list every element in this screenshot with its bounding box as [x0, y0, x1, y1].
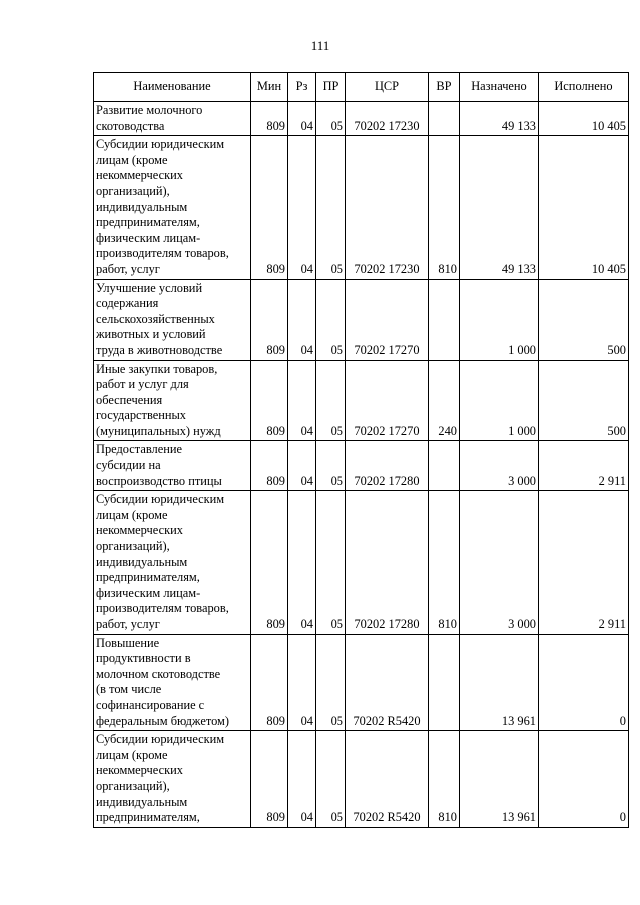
- row-name-line: субсидии на: [96, 458, 161, 473]
- row-vr: [429, 441, 460, 491]
- row-name-line: Повышение: [96, 635, 160, 650]
- row-rz: 04: [288, 360, 316, 441]
- row-name-line: предпринимателям,: [96, 570, 200, 585]
- header-assigned: Назначено: [460, 73, 539, 102]
- row-executed: 2 911: [539, 441, 629, 491]
- row-name-line: лицам (кроме: [96, 747, 168, 762]
- row-name-line: организаций),: [96, 183, 170, 198]
- row-name: [94, 360, 251, 441]
- row-name-line: скотоводства: [96, 118, 165, 133]
- row-name-line: (в том числе: [96, 682, 162, 697]
- row-min: 809: [251, 634, 288, 731]
- row-vr: [429, 634, 460, 731]
- row-name-line: труда в животноводстве: [96, 342, 223, 357]
- row-name-line: животных и условий: [96, 327, 206, 342]
- row-rz: 04: [288, 441, 316, 491]
- row-csr: 70202 17230: [346, 136, 429, 279]
- row-assigned: 13 961: [460, 634, 539, 731]
- row-name-line: молочном скотоводстве: [96, 666, 221, 681]
- header-vr: ВР: [429, 73, 460, 102]
- row-name-line: содержания: [96, 296, 159, 311]
- table-row: [94, 634, 629, 731]
- row-csr: 70202 17270: [346, 279, 429, 360]
- header-executed: Исполнено: [539, 73, 629, 102]
- row-name-line: некоммерческих: [96, 168, 183, 183]
- row-assigned: 3 000: [460, 491, 539, 634]
- row-name-line: обеспечения: [96, 392, 163, 407]
- row-name-line: продуктивности в: [96, 651, 191, 666]
- row-min: 809: [251, 731, 288, 828]
- row-assigned: 1 000: [460, 360, 539, 441]
- row-assigned: 49 133: [460, 102, 539, 136]
- row-name-line: федеральным бюджетом): [96, 713, 230, 728]
- row-name-line: организаций),: [96, 539, 170, 554]
- header-rz: Рз: [288, 73, 316, 102]
- row-name-line: индивидуальным: [96, 554, 188, 569]
- row-csr: 70202 R5420: [346, 634, 429, 731]
- row-pr: 05: [316, 102, 346, 136]
- row-executed: 2 911: [539, 491, 629, 634]
- row-min: 809: [251, 491, 288, 634]
- row-vr: 810: [429, 136, 460, 279]
- row-name-line: организаций),: [96, 778, 170, 793]
- row-name-line: лицам (кроме: [96, 152, 168, 167]
- row-csr: 70202 17280: [346, 491, 429, 634]
- row-csr: 70202 17230: [346, 102, 429, 136]
- row-name-line: производителям товаров,: [96, 246, 229, 261]
- row-rz: 04: [288, 102, 316, 136]
- table-row: [94, 731, 629, 828]
- row-name-line: индивидуальным: [96, 199, 188, 214]
- row-name-line: Улучшение условий: [96, 280, 203, 295]
- row-min: 809: [251, 136, 288, 279]
- row-name: [94, 491, 251, 634]
- row-name-line: работ, услуг: [96, 617, 160, 631]
- row-rz: 04: [288, 279, 316, 360]
- row-name-line: физическим лицам-: [96, 230, 201, 245]
- row-name-line: работ, услуг: [96, 261, 160, 276]
- table-row: [94, 441, 629, 491]
- row-name-line: лицам (кроме: [96, 507, 168, 522]
- row-vr: [429, 102, 460, 136]
- row-name-line: некоммерческих: [96, 763, 183, 778]
- row-rz: 04: [288, 136, 316, 279]
- row-assigned: 49 133: [460, 136, 539, 279]
- header-min: Мин: [251, 73, 288, 102]
- row-name-line: сельскохозяйственных: [96, 311, 215, 326]
- row-name-line: физическим лицам-: [96, 585, 201, 600]
- table-row: [94, 102, 629, 136]
- row-name-line: предпринимателям,: [96, 810, 200, 825]
- row-executed: 10 405: [539, 136, 629, 279]
- row-rz: 04: [288, 731, 316, 828]
- row-name-line: Субсидии юридическим: [96, 137, 225, 152]
- row-name: [94, 634, 251, 731]
- row-name-line: Иные закупки товаров,: [96, 361, 218, 376]
- row-name: [94, 731, 251, 828]
- row-min: 809: [251, 102, 288, 136]
- row-name-line: Субсидии юридическим: [96, 492, 225, 507]
- row-assigned: 3 000: [460, 441, 539, 491]
- row-pr: 05: [316, 634, 346, 731]
- header-csr: ЦСР: [346, 73, 429, 102]
- row-min: 809: [251, 441, 288, 491]
- table-row: [94, 279, 629, 360]
- row-name-line: софинансирование с: [96, 697, 205, 712]
- row-name-line: Субсидии юридическим: [96, 732, 225, 747]
- row-rz: 04: [288, 491, 316, 634]
- row-name-line: предпринимателям,: [96, 215, 200, 230]
- table-row: [94, 136, 629, 279]
- row-csr: 70202 17280: [346, 441, 429, 491]
- row-name: [94, 279, 251, 360]
- row-name-line: Развитие молочного: [96, 103, 203, 117]
- table-row: [94, 360, 629, 441]
- row-name: [94, 102, 251, 136]
- row-executed: 10 405: [539, 102, 629, 136]
- row-pr: 05: [316, 279, 346, 360]
- page-number: 111: [310, 38, 330, 53]
- row-csr: 70202 R5420: [346, 731, 429, 828]
- row-assigned: 1 000: [460, 279, 539, 360]
- row-pr: 05: [316, 360, 346, 441]
- row-vr: [429, 279, 460, 360]
- row-name: [94, 136, 251, 279]
- row-executed: 500: [539, 360, 629, 441]
- row-executed: 0: [539, 634, 629, 731]
- header-row: [94, 73, 629, 102]
- row-name-line: (муниципальных) нужд: [96, 423, 221, 438]
- row-vr: 240: [429, 360, 460, 441]
- row-pr: 05: [316, 441, 346, 491]
- row-name-line: государственных: [96, 408, 187, 423]
- row-name-line: работ и услуг для: [96, 377, 189, 392]
- row-executed: 500: [539, 279, 629, 360]
- row-executed: 0: [539, 731, 629, 828]
- row-min: 809: [251, 279, 288, 360]
- header-pr: ПР: [316, 73, 346, 102]
- row-vr: 810: [429, 491, 460, 634]
- header-name: Наименование: [94, 73, 251, 102]
- budget-table: [93, 72, 629, 828]
- table-row: [94, 491, 629, 634]
- row-min: 809: [251, 360, 288, 441]
- row-name-line: воспроизводство птицы: [96, 473, 222, 488]
- row-name-line: некоммерческих: [96, 523, 183, 538]
- row-name-line: индивидуальным: [96, 794, 188, 809]
- row-assigned: 13 961: [460, 731, 539, 828]
- row-pr: 05: [316, 731, 346, 828]
- row-name-line: производителям товаров,: [96, 601, 229, 616]
- row-csr: 70202 17270: [346, 360, 429, 441]
- row-name-line: Предоставление: [96, 442, 182, 457]
- row-vr: 810: [429, 731, 460, 828]
- row-pr: 05: [316, 491, 346, 634]
- row-pr: 05: [316, 136, 346, 279]
- row-name: [94, 441, 251, 491]
- row-rz: 04: [288, 634, 316, 731]
